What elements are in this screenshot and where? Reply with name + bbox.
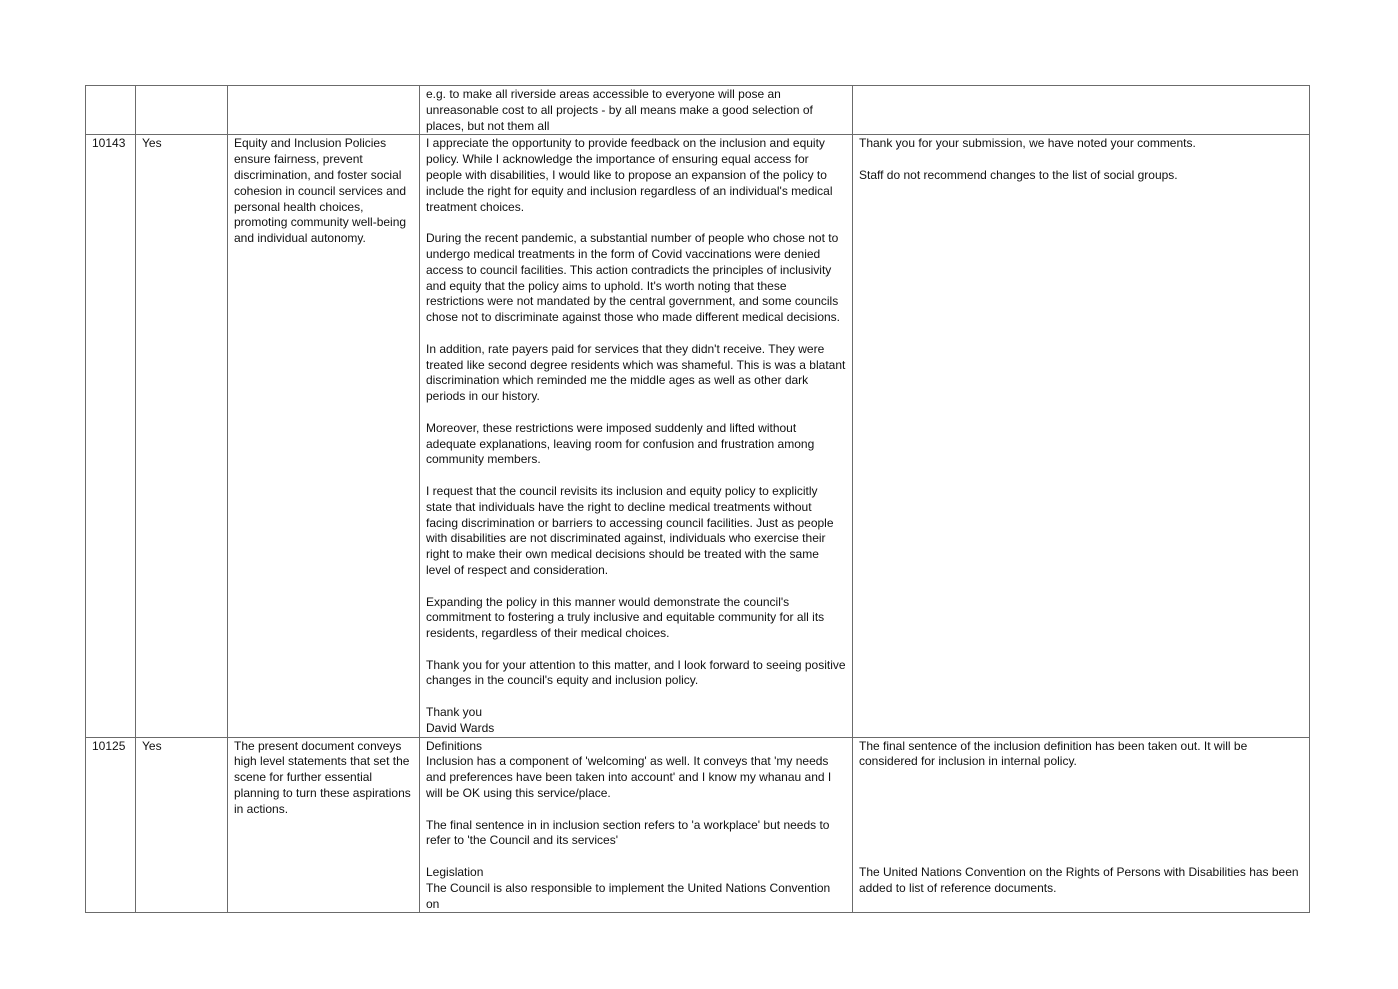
staff-response-cell — [853, 86, 1310, 135]
support-cell: Yes — [136, 135, 228, 737]
summary-cell: The present document conveys high level statements that set the scene for further essential planning to turn these aspirations in actions. — [228, 737, 420, 913]
table-row — [86, 86, 1310, 135]
submission-text-cell: Definitions Inclusion has a component of 'welcoming' as well. It conveys that 'my needs and preferences have been taken into account' and I know my whanau and I will be OK using this service/place. The final sentence in in inclusion section refers to 'a workplace' but needs to refer to 'the Council and its services' Legislation The Council is also responsible to implement the United Nations Convention on — [420, 737, 853, 913]
staff-response-cell: Thank you for your submission, we have noted your comments. Staff do not recommend changes to the list of social groups. — [853, 135, 1310, 737]
table-row — [86, 135, 1310, 737]
table-row — [86, 737, 1310, 913]
summary-cell — [228, 86, 420, 135]
submission-text-cell: e.g. to make all riverside areas accessible to everyone will pose an unreasonable cost to all projects - by all means make a good selection of places, but not them all — [420, 86, 853, 135]
submission-id-cell — [86, 86, 136, 135]
staff-response-cell: The final sentence of the inclusion definition has been taken out. It will be considered for inclusion in internal policy. The United Nations Convention on the Rights of Persons with Disabilities has been added to list of reference documents. — [853, 737, 1310, 913]
support-cell: Yes — [136, 737, 228, 913]
support-cell — [136, 86, 228, 135]
summary-cell: Equity and Inclusion Policies ensure fairness, prevent discrimination, and foster social cohesion in council services and personal health choices, promoting community well-being and individual autonomy. — [228, 135, 420, 737]
submission-text-cell: I appreciate the opportunity to provide feedback on the inclusion and equity policy. While I acknowledge the importance of ensuring equal access for people with disabilities, I would like to propose an expansion of the policy to include the right for equity and inclusion regardless of an individual's medical treatment choices. During the recent pandemic, a substantial number of people who chose not to undergo medical treatments in the form of Covid vaccinations were denied access to council facilities. This action contradicts the principles of inclusivity and equity that the policy aims to uphold. It's worth noting that these restrictions were not mandated by the central government, and some councils chose not to discriminate against those who made different medical decisions. In addition, rate payers paid for services that they didn't receive. They were treated like second degree residents which was shameful. This is was a blatant discrimination which reminded me the middle ages as well as other dark periods in our history. Moreover, these restrictions were imposed suddenly and lifted without adequate explanations, leaving room for confusion and frustration among community members. I request that the council revisits its inclusion and equity policy to explicitly state that individuals have the right to decline medical treatments without facing discrimination or barriers to accessing council facilities. Just as people with disabilities are not discriminated against, individuals who exercise their right to make their own medical decisions should be treated with the same level of respect and consideration. Expanding the policy in this manner would demonstrate the council's commitment to fostering a truly inclusive and equitable community for all its residents, regardless of their medical choices. Thank you for your attention to this matter, and I look forward to seeing positive changes in the council's equity and inclusion policy. Thank you David Wards — [420, 135, 853, 737]
submission-id-cell: 10143 — [86, 135, 136, 737]
submission-id-cell: 10125 — [86, 737, 136, 913]
submissions-table — [85, 85, 1310, 913]
